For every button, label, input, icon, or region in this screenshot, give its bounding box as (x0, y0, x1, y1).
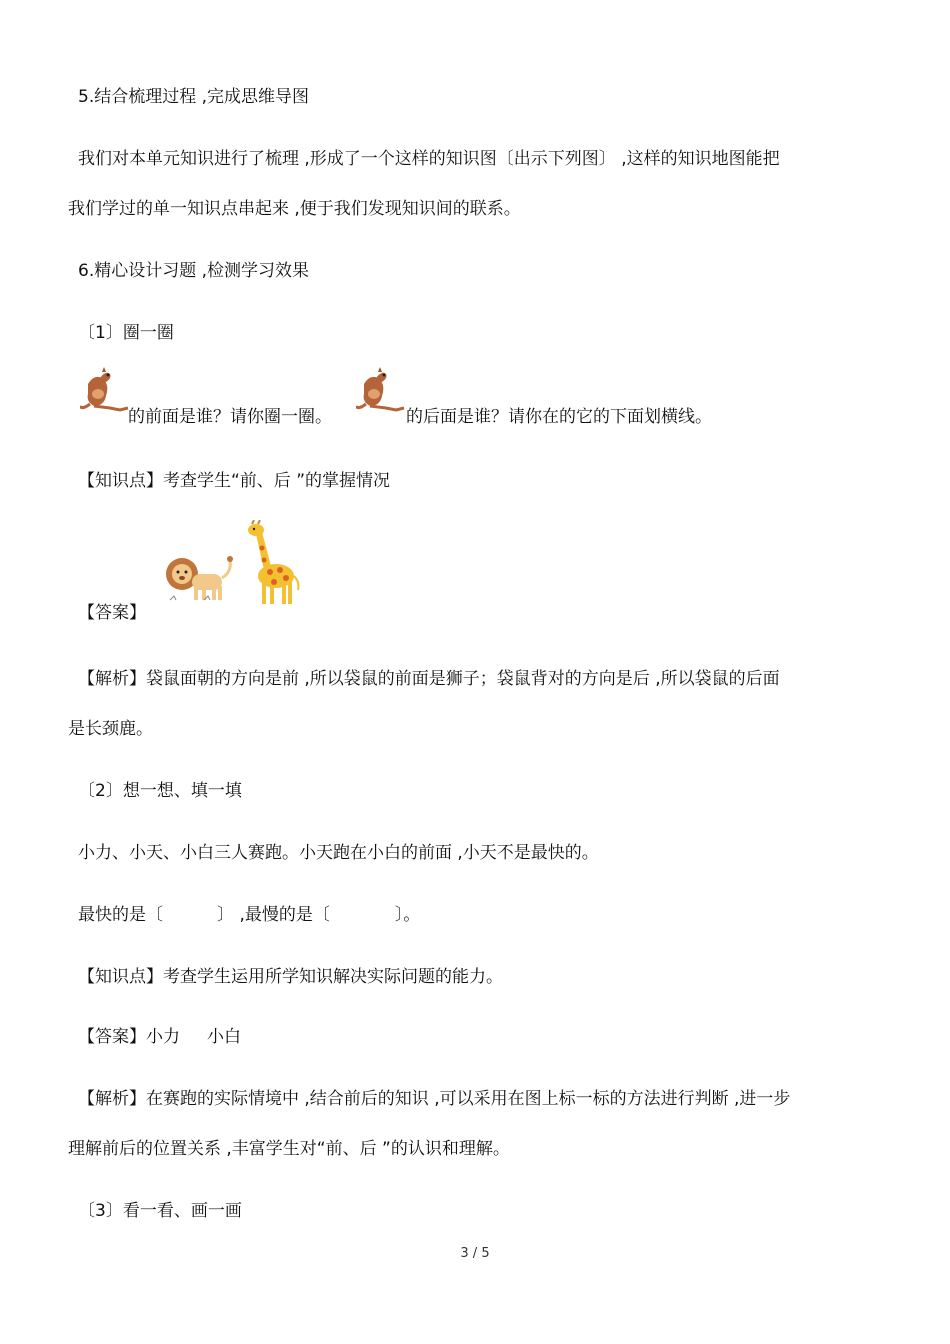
kangaroo-image-2 (356, 366, 406, 414)
q2-blank-line: 最快的是〔 〕 ,最慢的是〔 〕。 (78, 905, 421, 925)
q2-analysis-line1: 【解析】在赛跑的实际情境中 ,结合前后的知识 ,可以采用在图上标一标的方法进行判断 ,进一步 (78, 1089, 791, 1109)
q1-analysis-line2: 是长颈鹿。 (68, 719, 153, 739)
section5-heading: 5.结合梳理过程 ,完成思维导图 (78, 87, 310, 107)
lion-image (164, 552, 236, 604)
giraffe-image (242, 520, 302, 606)
q1-title: 〔1〕圈一圈 (78, 323, 174, 343)
q1-text-front: 的前面是谁？请你圈一圈。 (128, 407, 332, 427)
q2-title: 〔2〕想一想、填一填 (78, 781, 242, 801)
q1-analysis-line1: 【解析】袋鼠面朝的方向是前 ,所以袋鼠的前面是狮子；袋鼠背对的方向是后 ,所以袋鼠的后面 (78, 669, 780, 689)
q1-knowledge-point: 【知识点】考查学生“前、后 ”的掌握情况 (78, 471, 391, 491)
section5-paragraph-line2: 我们学过的单一知识点串起来 ,便于我们发现知识间的联系。 (68, 199, 521, 219)
q3-title: 〔3〕看一看、画一画 (78, 1201, 242, 1221)
section6-heading: 6.精心设计习题 ,检测学习效果 (78, 261, 310, 281)
q1-text-back: 的后面是谁？请你在的它的下面划横线。 (406, 407, 712, 427)
kangaroo-image-1 (80, 366, 130, 414)
page-number: 3 / 5 (460, 1246, 490, 1261)
section5-paragraph-line1: 我们对本单元知识进行了梳理 ,形成了一个这样的知识图〔出示下列图〕 ,这样的知识地图能把 (78, 149, 780, 169)
q2-answer: 【答案】小力 小白 (78, 1027, 242, 1047)
q1-answer-label: 【答案】 (78, 603, 146, 623)
q2-problem: 小力、小天、小白三人赛跑。小天跑在小白的前面 ,小天不是最快的。 (78, 843, 599, 863)
q2-analysis-line2: 理解前后的位置关系 ,丰富学生对“前、后 ”的认识和理解。 (68, 1139, 510, 1159)
q2-knowledge-point: 【知识点】考查学生运用所学知识解决实际问题的能力。 (78, 967, 503, 987)
